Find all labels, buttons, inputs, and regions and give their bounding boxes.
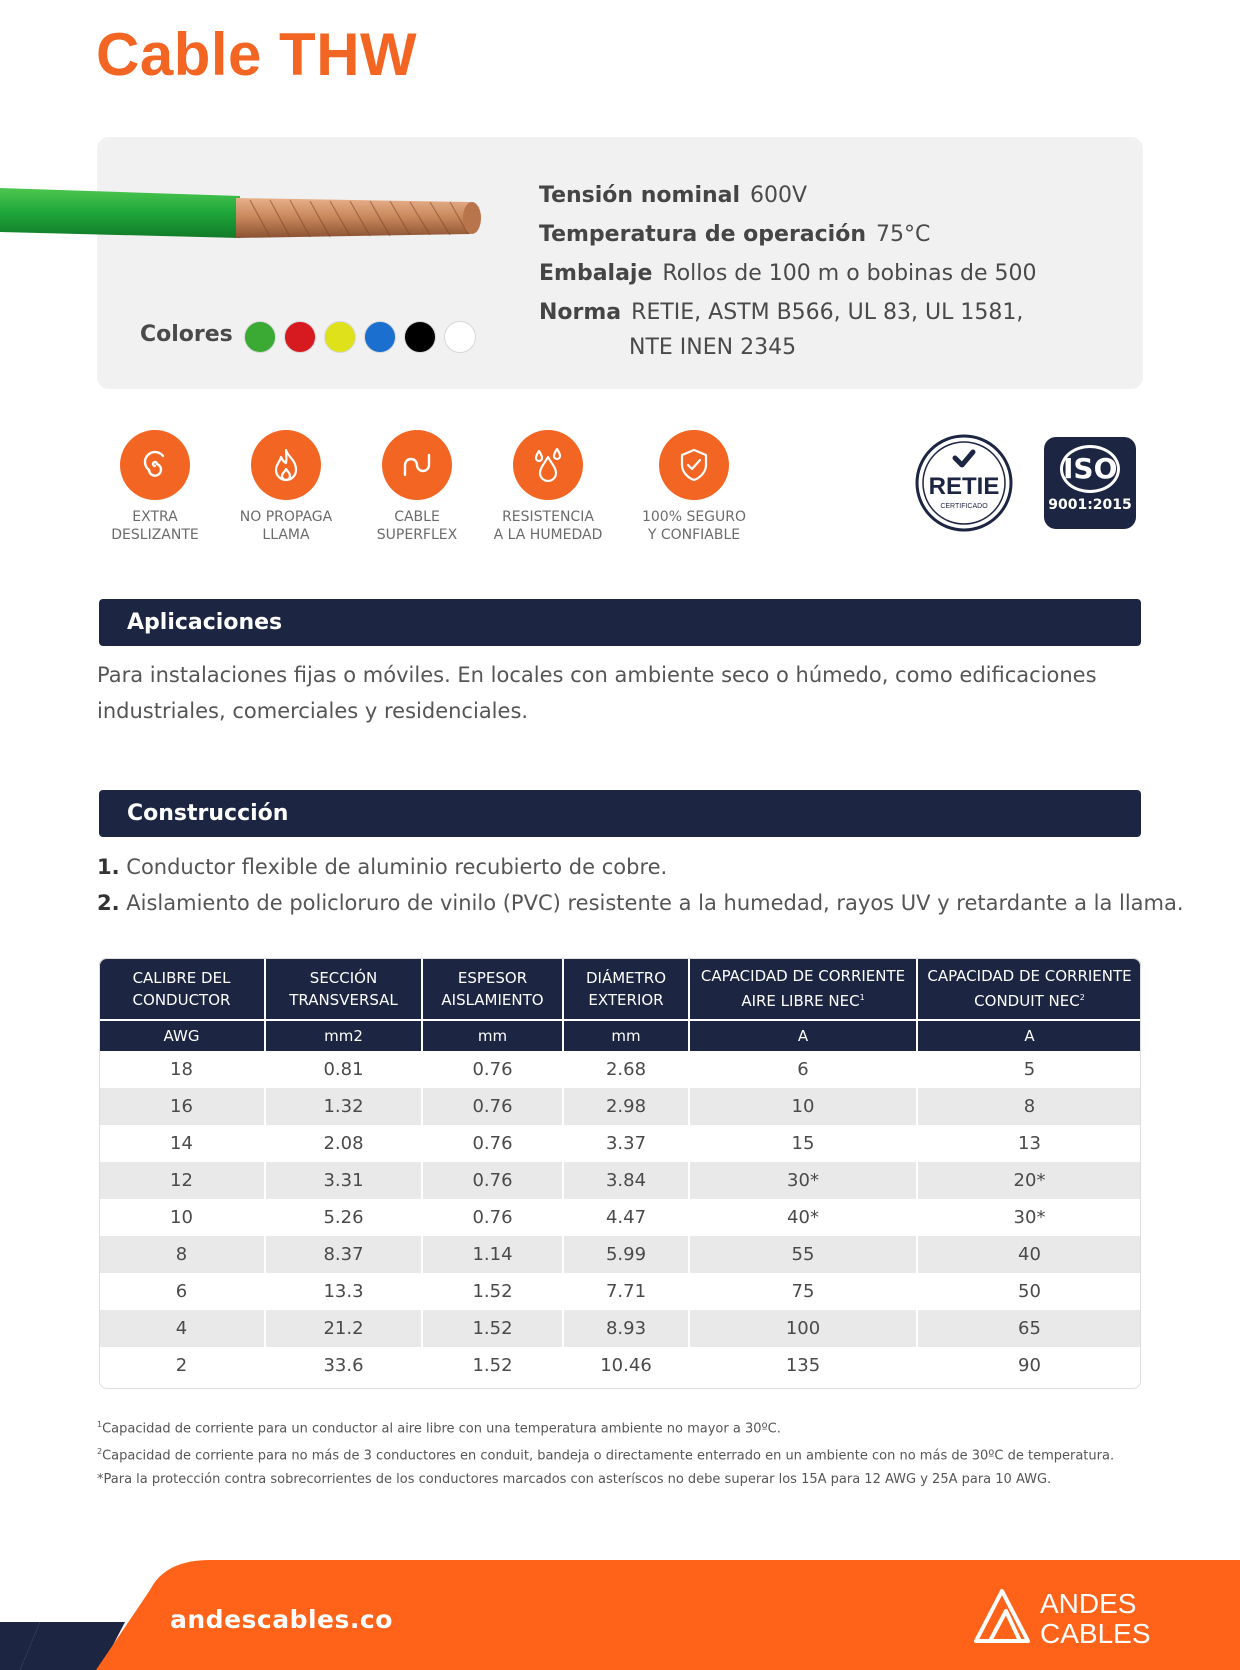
- feature-list: [90, 430, 775, 544]
- construction-item: [97, 849, 1184, 885]
- color-swatch-white: [444, 321, 476, 353]
- cable-image: [0, 180, 490, 250]
- table-cell: 3.84: [563, 1162, 689, 1199]
- feature-item: [352, 430, 482, 544]
- footnote: $^2$Capacidad de corriente para no más de 3 conductores en conduit, bandeja o directamente enterrado en un ambiente con no más de 30ºC de temperatura.: [97, 1447, 1115, 1464]
- specifications-table: [99, 958, 1141, 1384]
- iso-certification-badge: [1044, 437, 1136, 529]
- color-swatch-blue: [364, 321, 396, 353]
- construction-heading: Construcción: [99, 790, 1141, 837]
- table-cell: 8: [99, 1236, 265, 1273]
- footnotes: [97, 1413, 1114, 1491]
- color-swatch-black: [404, 321, 436, 353]
- unit-header: mm: [422, 1020, 563, 1051]
- table-cell: 20*: [917, 1162, 1141, 1199]
- table-row: [99, 1236, 1141, 1273]
- table-row: [99, 1088, 1141, 1125]
- unit-header: mm2: [265, 1020, 422, 1051]
- flame-icon: [251, 430, 321, 500]
- table-cell: 75: [689, 1273, 917, 1310]
- andes-cables-logo: [972, 1583, 1152, 1647]
- feature-label-line: SUPERFLEX: [376, 527, 458, 543]
- table-cell: 1.14: [422, 1236, 563, 1273]
- page-title: Cable THW: [96, 21, 418, 88]
- logo-text-andes: ANDES: [1040, 1588, 1137, 1619]
- iso-text: ISO: [1060, 445, 1120, 493]
- column-header: CAPACIDAD DE CORRIENTE CONDUIT NEC$^2$: [917, 958, 1141, 1020]
- table-cell: 13.3: [265, 1273, 422, 1310]
- applications-line: Para instalaciones fijas o móviles. En locales con ambiente seco o húmedo, como edificaciones: [97, 663, 1097, 687]
- spec-value: 600V: [750, 183, 808, 208]
- item-number: 1.: [97, 855, 120, 879]
- spec-label: Embalaje: [539, 261, 653, 286]
- retie-subtext: CERTIFICADO: [940, 503, 988, 510]
- feature-label-line: A LA HUMEDAD: [493, 527, 603, 543]
- table-cell: 40*: [689, 1199, 917, 1236]
- feature-item: [614, 430, 774, 544]
- table-cell: 3.37: [563, 1125, 689, 1162]
- table-cell: 7.71: [563, 1273, 689, 1310]
- table-cell: 0.76: [422, 1162, 563, 1199]
- table-cell: 8.37: [265, 1236, 422, 1273]
- table-cell: 0.76: [422, 1088, 563, 1125]
- table-cell: 5.99: [563, 1236, 689, 1273]
- unit-header: mm: [563, 1020, 689, 1051]
- table-cell: 14: [99, 1125, 265, 1162]
- table-row: [99, 1051, 1141, 1088]
- item-text: Aislamiento de policloruro de vinilo (PVC) resistente a la humedad, rayos UV y retardante a la llama.: [126, 891, 1184, 915]
- spec-standard: [539, 293, 1037, 332]
- table-cell: 30*: [689, 1162, 917, 1199]
- table-cell: 4.47: [563, 1199, 689, 1236]
- table-cell: 1.52: [422, 1310, 563, 1347]
- table-cell: 2: [99, 1347, 265, 1384]
- table-cell: 1.52: [422, 1347, 563, 1384]
- spec-value: 75°C: [876, 222, 931, 247]
- table-row: [99, 1273, 1141, 1310]
- table-cell: 135: [689, 1347, 917, 1384]
- spec-value: NTE INEN 2345: [629, 335, 797, 360]
- color-swatch-red: [284, 321, 316, 353]
- iso-year: 9001:2015: [1048, 497, 1132, 513]
- feature-label-line: RESISTENCIA: [502, 509, 594, 525]
- table-cell: 10: [99, 1199, 265, 1236]
- table-row: [99, 1162, 1141, 1199]
- table-cell: 10: [689, 1088, 917, 1125]
- table-cell: 8: [917, 1088, 1141, 1125]
- spec-value: RETIE, ASTM B566, UL 83, UL 1581,: [631, 300, 1024, 325]
- table-cell: 0.76: [422, 1199, 563, 1236]
- table-cell: 100: [689, 1310, 917, 1347]
- table-cell: 13: [917, 1125, 1141, 1162]
- unit-header: A: [689, 1020, 917, 1051]
- table-row: [99, 1125, 1141, 1162]
- table-cell: 18: [99, 1051, 265, 1088]
- spec-packaging: [539, 254, 1037, 293]
- spiral-icon: [120, 430, 190, 500]
- feature-item: [221, 430, 351, 544]
- table-cell: 3.31: [265, 1162, 422, 1199]
- spec-temperature: [539, 215, 1037, 254]
- item-text: Conductor flexible de aluminio recubierto de cobre.: [126, 855, 668, 879]
- website-link[interactable]: andescables.co: [170, 1605, 393, 1634]
- table-cell: 21.2: [265, 1310, 422, 1347]
- table-cell: 10.46: [563, 1347, 689, 1384]
- feature-label-line: EXTRA: [132, 509, 178, 525]
- applications-text: [97, 657, 1097, 729]
- spec-voltage: [539, 176, 1037, 215]
- column-header: CALIBRE DEL CONDUCTOR: [99, 958, 265, 1020]
- feature-label-line: DESLIZANTE: [111, 527, 199, 543]
- table-cell: 65: [917, 1310, 1141, 1347]
- item-number: 2.: [97, 891, 120, 915]
- spec-value: Rollos de 100 m o bobinas de 500: [662, 261, 1037, 286]
- spec-label: Temperatura de operación: [539, 222, 866, 247]
- spec-standard-cont: [539, 332, 1037, 364]
- table-cell: 6: [99, 1273, 265, 1310]
- shield-check-icon: [659, 430, 729, 500]
- retie-certification-badge: [915, 434, 1013, 532]
- table-cell: 50: [917, 1273, 1141, 1310]
- table-cell: 55: [689, 1236, 917, 1273]
- spec-list: [539, 176, 1037, 364]
- table-cell: 4: [99, 1310, 265, 1347]
- table-cell: 12: [99, 1162, 265, 1199]
- logo-text-cables: CABLES: [1040, 1618, 1151, 1647]
- feature-label-line: LLAMA: [262, 527, 310, 543]
- spec-label: Tensión nominal: [539, 183, 741, 208]
- feature-item: [483, 430, 613, 544]
- table-row: [99, 1347, 1141, 1384]
- column-header: ESPESOR AISLAMIENTO: [422, 958, 563, 1020]
- feature-item: [90, 430, 220, 544]
- applications-line: industriales, comerciales y residenciales.: [97, 699, 529, 723]
- unit-header: A: [917, 1020, 1141, 1051]
- table-row: [99, 1199, 1141, 1236]
- table-cell: 5.26: [265, 1199, 422, 1236]
- applications-heading: Aplicaciones: [99, 599, 1141, 646]
- water-drops-icon: [513, 430, 583, 500]
- column-header: CAPACIDAD DE CORRIENTE AIRE LIBRE NEC$^1$: [689, 958, 917, 1020]
- table-cell: 2.08: [265, 1125, 422, 1162]
- table-cell: 16: [99, 1088, 265, 1125]
- retie-text: RETIE: [928, 473, 1000, 500]
- construction-list: [97, 849, 1184, 921]
- footnote: *Para la protección contra sobrecorrientes de los conductores marcados con asteríscos no debe superar los 15A para 12 AWG y 25A para 10 AWG.: [97, 1471, 1052, 1487]
- column-header: DIÁMETRO EXTERIOR: [563, 958, 689, 1020]
- feature-label-line: CABLE: [394, 509, 440, 525]
- feature-label-line: 100% SEGURO: [641, 509, 747, 525]
- table-cell: 40: [917, 1236, 1141, 1273]
- column-header: SECCIÓN TRANSVERSAL: [265, 958, 422, 1020]
- table-cell: 0.76: [422, 1051, 563, 1088]
- construction-item: [97, 885, 1184, 921]
- colors-label: Colores: [140, 322, 233, 347]
- table-cell: 33.6: [265, 1347, 422, 1384]
- table-cell: 0.81: [265, 1051, 422, 1088]
- flex-icon: [382, 430, 452, 500]
- color-swatches: [244, 321, 476, 353]
- table-cell: 6: [689, 1051, 917, 1088]
- table-cell: 1.32: [265, 1088, 422, 1125]
- spec-label: Norma: [539, 300, 622, 325]
- table-cell: 15: [689, 1125, 917, 1162]
- unit-header: AWG: [99, 1020, 265, 1051]
- table-cell: 0.76: [422, 1125, 563, 1162]
- table-cell: 2.68: [563, 1051, 689, 1088]
- table-cell: 1.52: [422, 1273, 563, 1310]
- color-swatch-green: [244, 321, 276, 353]
- table-cell: 8.93: [563, 1310, 689, 1347]
- table-cell: 5: [917, 1051, 1141, 1088]
- feature-label-line: NO PROPAGA: [239, 509, 333, 525]
- color-swatch-yellow: [324, 321, 356, 353]
- table-row: [99, 1310, 1141, 1347]
- feature-label-line: Y CONFIABLE: [647, 527, 741, 543]
- table-cell: 30*: [917, 1199, 1141, 1236]
- footnote: $^1$Capacidad de corriente para un conductor al aire libre con una temperatura ambiente no mayor a 30ºC.: [97, 1420, 781, 1437]
- table-cell: 2.98: [563, 1088, 689, 1125]
- table-cell: 90: [917, 1347, 1141, 1384]
